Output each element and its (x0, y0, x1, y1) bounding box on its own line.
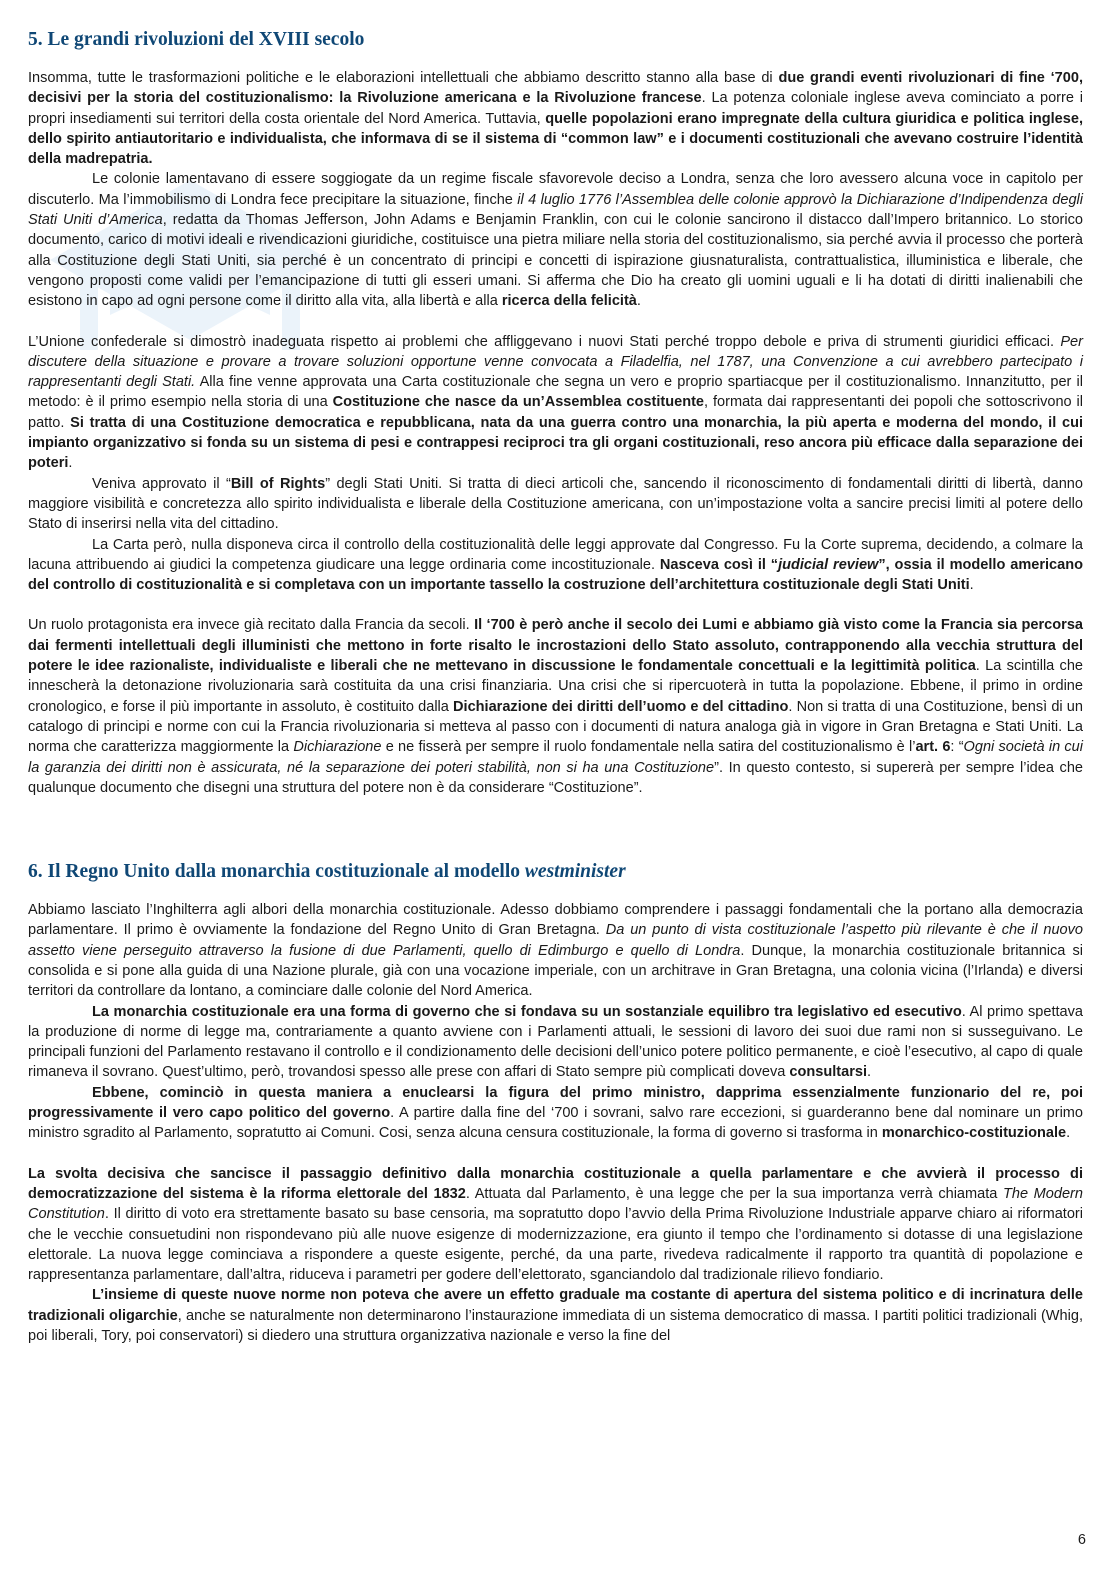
text-run: . A partire dalla fine del ‘700 i sovrani, salvo rare eccezioni, si guarderanno bene dal nominare un primo ministro sgradito al Parlamento, sopratutto ai Comuni. Cosi, senza alcuna censura costituzionale, la forma di governo si trasforma in (28, 1105, 1084, 1142)
text-run: . (969, 577, 974, 594)
text-run: Le colonie lamentavano di essere soggiogate da un regime fiscale sfavorevole deciso a Londra, senza che loro avessero alcuna voce in capitolo per discuterlo. Ma l’immobilismo di Londra fece precipitare la situazione, finche (28, 171, 1083, 208)
section-heading (28, 28, 1083, 52)
text-run: Alla fine venne approvata una Carta costituzionale che segna un vero e proprio spartiacque per il costituzionalismo. Innanzitutto, per il metodo: è il primo esempio nella storia di una (28, 374, 1084, 411)
text-run: . Non si tratta di una Costituzione, bensì di un catalogo di principi e norme con cui la Francia rivoluzionaria si metteva al passo con i documenti di natura analoga già in vigore in Gran Bretagna e Stati Uniti. La norma che caratterizza maggiormente la (28, 698, 1083, 756)
text-run: , redatta da Thomas Jefferson, John Adams e Benjamin Franklin, con cui le colonie sancirono il distacco dall’Impero britannico. Lo storico documento, carico di motivi ideali e rivendicazioni giuridiche, costituisce una pietra miliare nella storia del costituzionalismo, sia perché avvia il processo che porterà alla Costituzione degli Stati Uniti, sia perché è un concentrato di principi e concetti di ispirazione giusnaturalista, contrattualistica, illuministica e liberale, che vengono proposti come validi per l’emancipazione di tutti gli esseri umani. Si afferma che Dio ha creato gli uomini uguali e li ha dotati di diritti inalienabili che esistono in capo ad ogni persone come il diritto alla vita, alla libertà e alla (28, 212, 1083, 310)
document-page (28, 28, 1083, 1346)
text-run: . (1066, 1125, 1071, 1142)
text-run: : “ (950, 739, 964, 756)
body-paragraph (28, 1083, 1083, 1144)
text-run: . Dunque, la monarchia costituzionale britannica si consolida e si pone alla guida di una Nazione plurale, già con una vocazione imperiale, con un architrave in Gran Bretagna, una colonia vicina (l’Irlanda) e diversi territori da controllare da lontano, a cominciare dalle colonie del Nord America. (28, 942, 1083, 1000)
section-heading-italic: westminister (524, 861, 626, 883)
emphasis-run: Dichiarazione (293, 739, 382, 756)
emphasis-run: Ogni società in cui la garanzia dei diritti non è assicurata, né la separazione dei poteri stabilità, non si ha una Costituzione (28, 739, 1083, 776)
emphasis-run: Costituzione che nasce da un’Assemblea costituente (332, 394, 705, 411)
paragraph-spacer (28, 1144, 1083, 1164)
emphasis-run: Dichiarazione dei diritti dell’uomo e del cittadino (453, 698, 789, 715)
text-run: . (68, 455, 73, 472)
section-spacer (28, 798, 1083, 860)
emphasis-run: due grandi eventi rivoluzionari di fine ‘700, decisivi per la storia del costituzionalismo: la Rivoluzione americana e la Rivoluzione francese (28, 70, 1083, 107)
text-run: Abbiamo lasciato l’Inghilterra agli albori della monarchia costituzionale. Adesso dobbiamo comprendere i passaggi fondamentali che la portano alla democrazia parlamentare. Il primo è ovviamente la fondazione del Regno Unito di Gran Bretagna. (28, 902, 1083, 939)
text-run: . Al primo spettava la produzione di norme di legge ma, contrariamente a quanto avviene con i Parlamenti attuali, le sessioni di lavoro dei suoi due rami non si susseguivano. Le principali funzioni del Parlamento restavano il controllo e il condizionamento delle decisioni dell’unico potere politico permanente, e cioè l’esecutivo, al capo di quale rimaneva il sovrano. Quest’ultimo, però, trovandosi spesso alle prese con affari di Stato sempre più complicati doveva (28, 1003, 1083, 1081)
text-run: , anche se naturalmente non determinarono l’instaurazione immediata di un sistema democratico di massa. I partiti politici tradizionali (Whig, poi liberali, Tory, poi conservatori) si diedero una struttura organizzativa nazionale e verso la fine del (28, 1307, 1083, 1345)
emphasis-run: art. 6 (915, 739, 951, 756)
emphasis-run: Da un punto di vista costituzionale l’aspetto più rilevante è che il nuovo assetto viene perseguito attraverso la fusione di due Parlamenti, quello di Edimburgo e quello di Londra (28, 922, 1083, 959)
emphasis-run: La monarchia costituzionale era una forma di governo che si fondava su un sostanziale equilibro tra legislativo ed esecutivo (92, 1003, 962, 1020)
emphasis-run: Per discutere della situazione e provare a trovare soluzioni opportune venne convocata a Filadelfia, nel 1787, una Convenzione a cui avrebbero partecipato i rappresentanti degli Stati. (28, 333, 1083, 391)
text-run: La Carta però, nulla disponeva circa il controllo della costituzionalità delle leggi approvate dal Congresso. Fu la Corte suprema, decidendo, a colmare la lacuna attribuendo ai giudici la competenza giudicare una legge ordinaria come incostituzionale. (28, 536, 1083, 573)
text-run: . La scintilla che innescherà la detonazione rivoluzionaria sarà costituita da una crisi finanziaria. Una crisi che si ripercuoterà in tutta la popolazione. Ebbene, il primo in ordine cronologico, e forse il più importante in assoluto, è costituito dalla (28, 658, 1083, 715)
body-paragraph (28, 535, 1083, 596)
text-run: Insomma, tutte le trasformazioni politiche e le elaborazioni intellettuali che abbiamo descritto stanno alla base di (28, 70, 779, 86)
emphasis-run: consultarsi (789, 1064, 868, 1081)
emphasis-run: Il ‘700 è però anche il secolo dei Lumi e abbiamo già visto come la Francia sia percorsa dai fermenti intellettuali degli illuministi che mettono in forte risalto le incrostazioni dello Stato assoluto, contrapponendo alla vecchia struttura del potere le idee razionaliste, individualiste e liberali che ne mettevano in discussione le fondamentale concettuali e la legittimità politica (28, 617, 1084, 675)
emphasis-run: La svolta decisiva che sancisce il passaggio definitivo dalla monarchia costituzionale a quella parlamentare e che avvierà il processo di democratizzazione del sistema è la riforma elettorale del 1832 (28, 1165, 1083, 1202)
body-paragraph (28, 474, 1083, 535)
emphasis-run: ricerca della felicità (501, 293, 637, 310)
section-heading-text: 5. Le grandi rivoluzioni del XVIII secolo (28, 29, 365, 50)
emphasis-run: Si tratta di una Costituzione democratica e repubblicana, nata da una guerra contro una monarchia, la più aperta e moderna del mondo, il cui impianto organizzativo si fonda su un sistema di pesi e contrappesi reciproci tra gli organi costituzionali, reso ancora più efficace dalla separazione dei poteri (28, 414, 1084, 472)
emphasis-run: ”, ossia il modello americano del controllo di costituzionalità e si completava con un importante tassello la costruzione dell’architettura costituzionale degli Stati Uniti (28, 556, 1084, 594)
emphasis-run: Ebbene, cominciò in questa maniera a enuclearsi la figura del primo ministro, dapprima essenzialmente funzionario del re, poi progressivamente il vero capo politico del governo (28, 1084, 1083, 1122)
body-paragraph (28, 1285, 1083, 1346)
emphasis-run: The Modern Constitution (28, 1185, 1083, 1223)
text-run: ” degli Stati Uniti. Si tratta di dieci articoli che, sancendo il riconoscimento di fondamentali diritti di libertà, danno maggiore visibilità e concretezza allo spirito individualista e liberale della Costituzione americana, con un’impostazione volta a sancire precisi limiti al potere dello Stato di inserirsi nella vita del cittadino. (28, 475, 1083, 533)
body-paragraph (28, 332, 1083, 474)
body-paragraph (28, 1002, 1083, 1083)
text-run: . Attuata dal Parlamento, è una legge che per la sua importanza verrà chiamata (465, 1185, 1003, 1202)
page-number: 6 (1077, 1532, 1086, 1548)
text-run: , formata dai rappresentanti dei popoli che sottoscrivono il patto. (28, 394, 1084, 431)
body-paragraph (28, 615, 1083, 798)
emphasis-run: L’insieme di queste nuove norme non poteva che avere un effetto graduale ma costante di apertura del sistema politico e di incrinatura delle tradizionali oligarchie (28, 1287, 1083, 1324)
section-heading-text: 6. Il Regno Unito dalla monarchia costituzionale al modello (28, 861, 525, 883)
body-paragraph (28, 900, 1083, 1001)
text-run: . (867, 1064, 872, 1081)
text-run: L’Unione confederale si dimostrò inadeguata rispetto ai problemi che affliggevano i nuovi Stati perché troppo debole e priva di strumenti giuridici efficaci. (28, 333, 1061, 350)
paragraph-spacer (28, 312, 1083, 332)
text-run: . Il diritto di voto era strettamente basato su base censoria, ma sopratutto dopo l’avvio della Prima Rivoluzione Industriale apparve chiaro ai riformatori che le vecchie consuetudini non rispondevano più alle nuove esigenze di modernizzazione, era giunto il tempo che l’ordinamento si dotasse di una legislazione elettorale. La nuova legge cominciava a rispondere a queste esigente, perché, da una parte, rivedeva radicalmente il rapporto tra quantità di popolazione e rappresentanza parlamentare, dall’altra, riduceva i parametri per godere dell’elettorato, sganciandolo dal tradizionale rilievo fondiario. (28, 1206, 1083, 1284)
text-run: e ne fisserà per sempre il ruolo fondamentale nella satira del costituzionalismo è l’ (381, 739, 916, 756)
body-paragraph (28, 1164, 1083, 1286)
emphasis-run: judicial review (778, 556, 879, 573)
text-run: Veniva approvato il “ (92, 475, 231, 492)
emphasis-run: il 4 luglio 1776 l’Assemblea delle colonie approvò la Dichiarazione d’Indipendenza degli Stati Uniti d’America (28, 191, 1083, 229)
body-paragraph (28, 68, 1083, 169)
emphasis-run: quelle popolazioni erano impregnate della cultura giuridica e politica inglese, dello spirito antiautoritario e individualista, che informava di se il sistema di “common law” e i documenti costituzionali che avevano costruire l’identità della madrepatria. (28, 110, 1083, 168)
body-paragraph (28, 169, 1083, 311)
text-run: . (636, 293, 641, 310)
text-run: ”. In questo contesto, si supererà per sempre l’idea che qualunque documento che disegni una struttura del potere non è da considerare “Costituzione”. (28, 759, 1083, 796)
paragraph-spacer (28, 595, 1083, 615)
emphasis-run: Nasceva così il “ (659, 556, 779, 573)
emphasis-run: monarchico-costituzionale (881, 1125, 1067, 1142)
text-run: . La potenza coloniale inglese aveva cominciato a porre i propri insediamenti sui territori della costa orientale del Nord America. Tuttavia, (28, 90, 1083, 127)
text-run: Un ruolo protagonista era invece già recitato dalla Francia da secoli. (28, 617, 475, 634)
section-heading (28, 860, 1083, 884)
emphasis-run: Bill of Rights (230, 475, 326, 492)
